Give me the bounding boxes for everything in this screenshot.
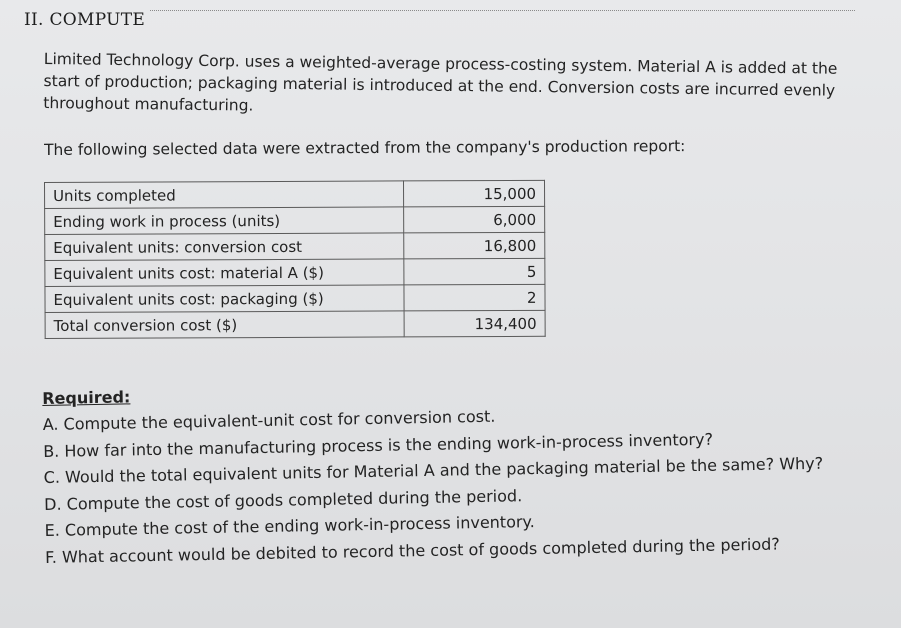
row-value: 5	[404, 258, 545, 285]
row-label: Units completed	[45, 181, 404, 209]
row-label: Equivalent units: conversion cost	[45, 233, 404, 261]
table-row	[45, 180, 545, 208]
table-row	[45, 258, 545, 286]
question-item: F. What account would be debited to record the cost of goods completed during the period?	[44, 534, 780, 567]
row-label: Equivalent units cost: packaging ($)	[45, 285, 404, 313]
data-lead-text: The following selected data were extracted from the company's production report:	[44, 137, 686, 159]
table-row	[45, 206, 545, 234]
question-item: E. Compute the cost of the ending work-in-process inventory.	[44, 511, 535, 540]
question-item: D. Compute the cost of goods completed during the period.	[44, 485, 523, 514]
header-rule	[150, 10, 855, 11]
question-list	[42, 397, 865, 571]
table-row	[45, 284, 545, 312]
question-item: B. How far into the manufacturing process is the ending work-in-process inventory?	[43, 429, 714, 461]
question-item: C. Would the total equivalent units for Material A and the packaging material be the same? Why?	[43, 453, 824, 487]
table-row	[45, 232, 545, 260]
row-value: 16,800	[404, 232, 545, 259]
question-item: A. Compute the equivalent-unit cost for conversion cost.	[42, 406, 496, 434]
table-row	[45, 310, 545, 338]
row-label: Total conversion cost ($)	[45, 311, 404, 339]
row-label: Ending work in process (units)	[45, 207, 404, 235]
row-value: 134,400	[404, 310, 545, 337]
section-title: II. COMPUTE	[24, 10, 146, 30]
row-value: 2	[404, 284, 545, 311]
production-data-table	[44, 180, 546, 339]
required-heading: Required:	[42, 387, 131, 408]
required-section	[42, 370, 865, 571]
row-value: 6,000	[404, 206, 545, 233]
row-label: Equivalent units cost: material A ($)	[45, 259, 404, 287]
intro-paragraph: Limited Technology Corp. uses a weighted-average process-costing system. Material A is added at the start of production; packaging material is introduced at the end. Conversion costs are incurred evenly throughout manufacturing.	[43, 49, 838, 115]
row-value: 15,000	[404, 180, 545, 207]
